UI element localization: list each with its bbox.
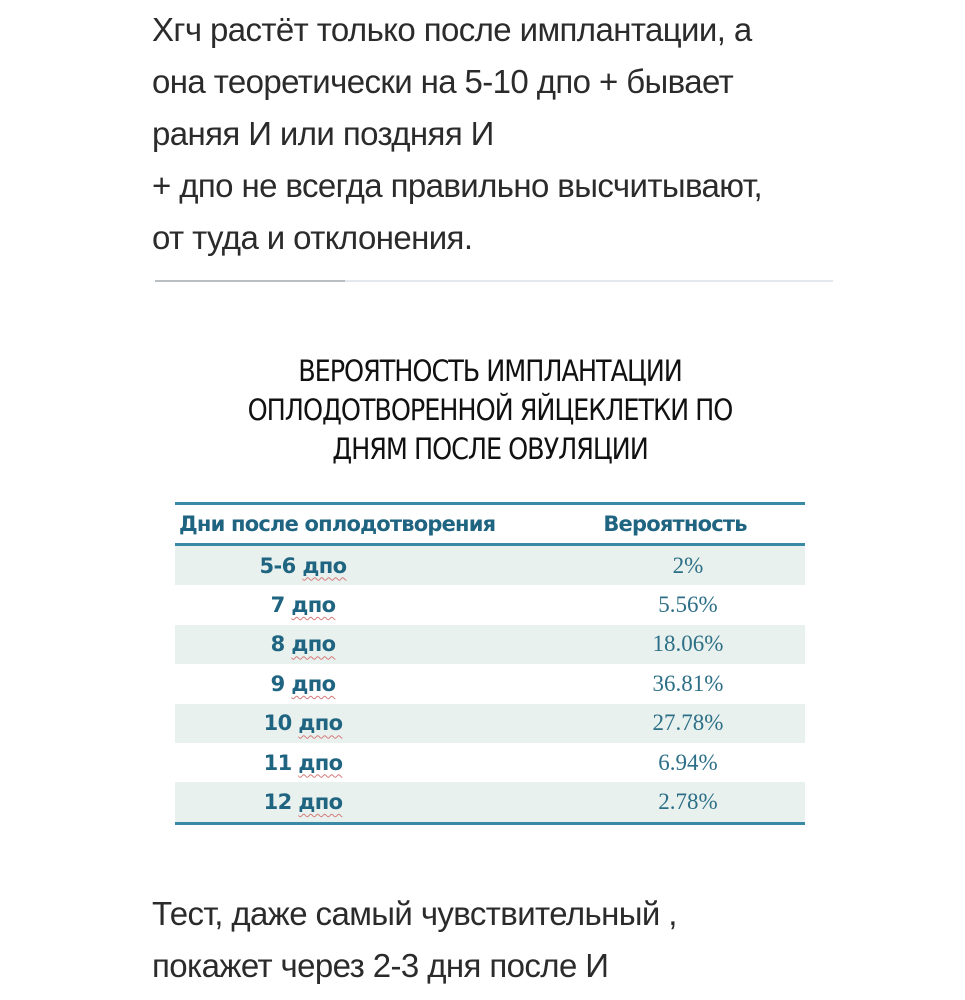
day-number: 5-6 bbox=[259, 553, 296, 578]
table-header-row bbox=[175, 504, 805, 545]
table-row bbox=[175, 664, 805, 703]
text-line: Хгч растёт только после имплантации, а bbox=[152, 11, 752, 48]
day-unit: дпо bbox=[298, 790, 343, 815]
day-number: 8 bbox=[270, 632, 285, 657]
cell-probability: 36.81% bbox=[652, 670, 724, 696]
text-line: покажет через 2-3 дня после И bbox=[152, 947, 609, 984]
cell-days bbox=[175, 782, 551, 823]
figure-title bbox=[200, 352, 781, 469]
table-row bbox=[175, 625, 805, 664]
figure-title-line: ВЕРОЯТНОСТЬ ИМПЛАНТАЦИИ bbox=[298, 354, 682, 388]
text-line: Тест, даже самый чувствительный , bbox=[152, 895, 677, 932]
day-number: 12 bbox=[263, 790, 292, 815]
table-body bbox=[175, 545, 805, 824]
text-line: от туда и отклонения. bbox=[152, 219, 473, 256]
day-unit: дпо bbox=[291, 632, 336, 657]
column-header-probability: Вероятность bbox=[603, 512, 747, 536]
cell-probability: 5.56% bbox=[658, 592, 718, 618]
cell-probability: 6.94% bbox=[658, 749, 718, 775]
day-number: 9 bbox=[270, 671, 285, 696]
day-number: 11 bbox=[263, 750, 292, 775]
cell-probability: 27.78% bbox=[652, 710, 724, 736]
cell-days bbox=[175, 625, 551, 664]
day-unit: дпо bbox=[302, 553, 347, 578]
text-line: + дпо не всегда правильно высчитывают, bbox=[152, 167, 763, 204]
post-paragraph-top bbox=[152, 4, 912, 264]
text-line: раняя И или поздняя И bbox=[152, 115, 494, 152]
day-unit: дпо bbox=[291, 671, 336, 696]
cell-probability: 2.78% bbox=[658, 789, 718, 815]
table-row bbox=[175, 704, 805, 743]
column-header-days: Дни после оплодотворения bbox=[179, 512, 496, 536]
figure-title-line: ОПЛОДОТВОРЕННОЙ ЯЙЦЕКЛЕТКИ ПО bbox=[247, 393, 733, 427]
cell-probability: 2% bbox=[672, 552, 704, 578]
table-row bbox=[175, 545, 805, 586]
day-number: 7 bbox=[270, 593, 285, 618]
post-paragraph-bottom bbox=[152, 888, 912, 992]
section-divider bbox=[155, 280, 833, 282]
divider-accent bbox=[155, 280, 345, 282]
figure-title-line: ДНЯМ ПОСЛЕ ОВУЛЯЦИИ bbox=[332, 432, 648, 466]
cell-days bbox=[175, 704, 551, 743]
cell-days bbox=[175, 585, 551, 624]
cell-days bbox=[175, 743, 551, 782]
table-row bbox=[175, 585, 805, 624]
table-header bbox=[175, 504, 805, 545]
table-row bbox=[175, 743, 805, 782]
implantation-probability-table bbox=[175, 502, 805, 825]
cell-days bbox=[175, 545, 551, 586]
day-unit: дпо bbox=[291, 593, 336, 618]
day-unit: дпо bbox=[298, 750, 343, 775]
day-number: 10 bbox=[263, 711, 292, 736]
day-unit: дпо bbox=[298, 711, 343, 736]
text-line: она теоретически на 5-10 дпо + бывает bbox=[152, 63, 734, 100]
cell-probability: 18.06% bbox=[652, 631, 724, 657]
table-row bbox=[175, 782, 805, 823]
cell-days bbox=[175, 664, 551, 703]
